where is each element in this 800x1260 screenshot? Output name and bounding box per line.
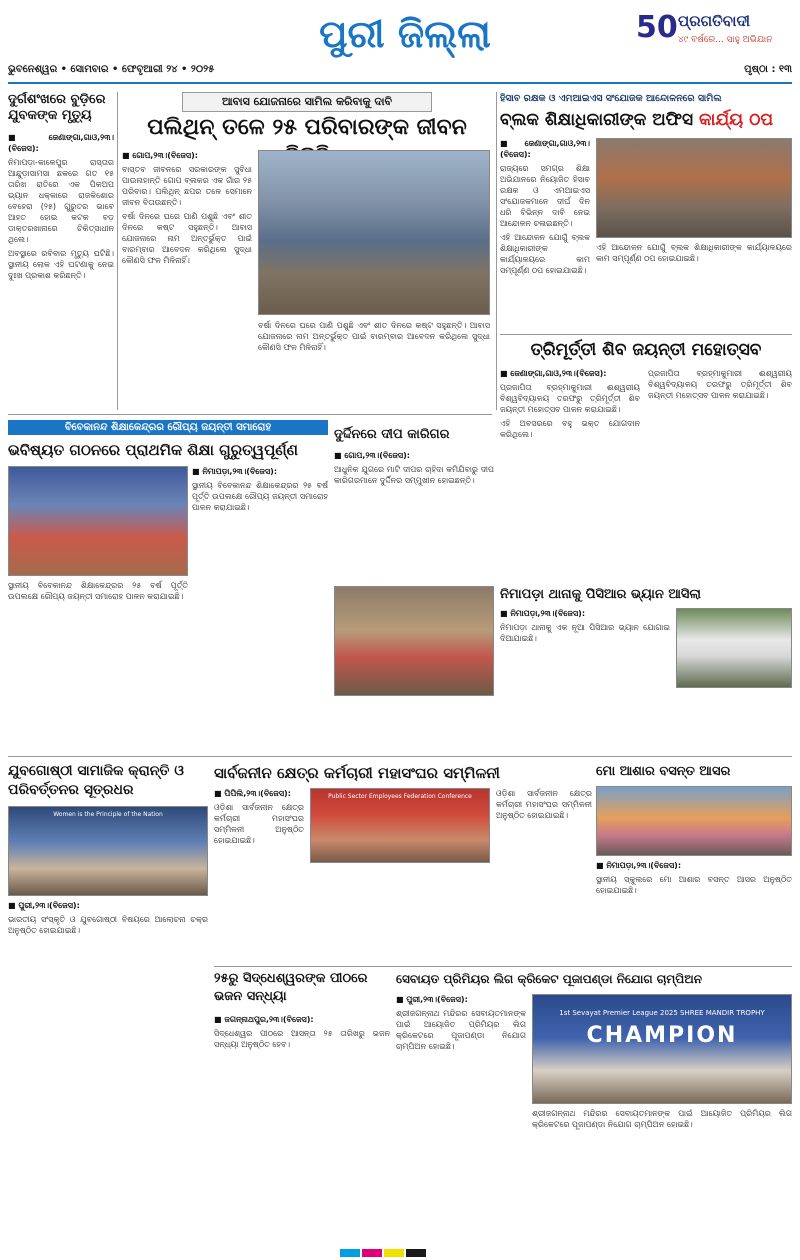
byline: ■ ପୁରୀ,୨୩।(ବିଜେସ): xyxy=(8,901,80,910)
section-rule xyxy=(500,334,792,335)
headline-highlight: କାର୍ଯ୍ୟ ଠପ xyxy=(698,110,774,130)
story-body xyxy=(500,608,670,750)
story-body xyxy=(334,450,494,580)
photo-pcr-van xyxy=(676,608,792,688)
story-body xyxy=(396,994,526,1240)
newspaper-tagline: ୪୯ ବର୍ଷରେ... ସାହୁ ଅଭିଯାନ xyxy=(678,35,773,45)
paragraph: ଆଧୁନିକ ଯୁଗରେ ମାଟି ଦୀପର ଚାହିଦା କମିଯିବାରୁ ଦୀପ କାରିଗରମାନେ ଦୁର୍ଦ୍ଦିନର ସମ୍ମୁଖୀନ ହୋଇଛନ୍ତି। xyxy=(334,465,494,485)
byline: ■ ପୁରୀ,୨୩।(ବିଜେସ): xyxy=(396,995,468,1004)
story-body xyxy=(8,132,114,410)
photo-polythene-huts xyxy=(258,150,490,315)
story-body-continued xyxy=(532,1108,792,1240)
headline: ପଲିଥିନ୍ ତଳେ ୨୫ ପରିବାରଙ୍କ ଜୀବନ xyxy=(147,115,467,140)
photo-youth-meeting xyxy=(8,806,208,896)
photo-protest xyxy=(596,138,792,238)
paragraph: ଶ୍ରୀଜଗନ୍ନାଥ ମନ୍ଦିରର ସେବାୟତମାନଙ୍କ ପାଇଁ ଆୟୋଜିତ ପ୍ରିମିୟର ଲିଗ କ୍ରିକେଟରେ ପୂଜାପଣ୍ଡା ନିଯୋଗ ଚାମ୍ପିଅନ ହୋଇଛି। xyxy=(532,1109,792,1129)
byline: ■ ନିମାପଡ଼ା,୨୩।(ବିଜେସ): xyxy=(500,609,586,618)
headline: ନିମାପଡ଼ା ଥାନାକୁ ପିସିଆର ଭ୍ୟାନ ଆସିଲା xyxy=(500,587,701,602)
paragraph: ନିମାପଡ଼ା-କାଳେପୁର ରାସ୍ତାର ଆନ୍ଦୁଡ଼ାସାମସା ଛକରେ ଗତ ୧୫ ତାରିଖ ରାତିରେ ଏକ ପିକଅପ ଭ୍ୟାନ ଧକ୍କାରେ ରାଜକିଶୋର ବେହେରା (୨୫) ଗୁରୁତର ଭାବେ ଆହତ ହୋଇ କଟକ ବଡ଼ ଡାକ୍ତରଖାନାରେ ଚିକିତ୍ସାଧୀନ ଥିଲେ। xyxy=(8,158,114,244)
story-cricket xyxy=(396,970,792,1240)
paragraph: ଓଡ଼ିଶା ସାର୍ବଜନୀନ କ୍ଷେତ୍ର କର୍ମଚାରୀ ମହାସଂଘର ସମ୍ମିଳନୀ ଅନୁଷ୍ଠିତ ହୋଇଯାଇଛି। xyxy=(214,803,304,845)
paragraph: ଓଡ଼ିଶା ସାର୍ବଜନୀନ କ୍ଷେତ୍ର କର୍ମଚାରୀ ମହାସଂଘର ସମ୍ମିଳନୀ ଅନୁଷ୍ଠିତ ହୋଇଯାଇଛି। xyxy=(496,789,592,820)
banner-text: Public Sector Employees Federation Conference xyxy=(328,793,472,800)
paragraph: ବାସ୍ତବ ଜୀବନରେ ସରକାରଙ୍କ ସୁବିଧା ପାଉନାହାନ୍ତି ଗୋପ ବ୍ଲକର ଏକ ଗାଁର ୨୫ ପରିବାର। ପଲିଥିନ୍ ଛପର ତଳେ ସେମାନେ ଜୀବନ ବିତାଉଛନ୍ତି। xyxy=(122,165,252,207)
paragraph: ଭାରତୀୟ ସଂସ୍କୃତି ଓ ଯୁବଗୋଷ୍ଠୀ ବିଷୟରେ ଆଲୋଚନା ଚକ୍ର ଅନୁଷ୍ଠିତ ହୋଇଯାଇଛି। xyxy=(8,915,208,935)
kicker: ହିସାବ ରକ୍ଷକ ଓ ଏମଆଇଏସ ସଂଯୋଜକ ଆନ୍ଦୋଳନରେ ସାମିଲ xyxy=(500,93,722,104)
photo-spring-event xyxy=(596,786,792,856)
paragraph: ପ୍ରଜାପିତା ବ୍ରହ୍ମାକୁମାରୀ ଈଶ୍ୱରୀୟ ବିଶ୍ୱବିଦ୍ୟାଳୟ ତରଫରୁ ତ୍ରିମୂର୍ତ୍ତୀ ଶିବ ଜୟନ୍ତୀ ମହୋତ୍ସବ ପାଳନ କରାଯାଇଛି। xyxy=(500,383,640,414)
newspaper-name: ପ୍ରଗତିବାଦୀ xyxy=(678,12,751,30)
story-block-office xyxy=(500,92,792,332)
section-rule xyxy=(8,756,792,757)
headline-main: ବ୍ଲକ ଶିକ୍ଷାଧିକାରୀଙ୍କ ଅଫିସ xyxy=(500,110,699,130)
banner-text: Women is the Principle of the Nation xyxy=(53,811,163,818)
paragraph: ଅବସ୍ଥାରେ ରବିବାର ମୃତ୍ୟୁ ଘଟିଛି। ସ୍ଥାନୀୟ ଲୋକ ଏହି ଘଟଣାକୁ ନେଇ ଦୁଃଖ ପ୍ରକାଶ କରିଛନ୍ତି। xyxy=(8,249,114,280)
story-body xyxy=(596,860,792,962)
dateline xyxy=(8,64,792,80)
story-body-continued xyxy=(596,242,792,328)
byline: ■ ଜେଣାଙ୍ଗା,ଗାଓ,୨୩।(ବିଜେସ): xyxy=(500,139,590,159)
headline: ଦୁର୍ଦ୍ଦିନରେ ଦୀପ କାରିଗର xyxy=(334,427,450,442)
paragraph: ସ୍ଥାନୀୟ ବିବେକାନନ୍ଦ ଶିକ୍ଷାକେନ୍ଦ୍ରର ୨୫ ବର୍ଷ ପୂର୍ତ୍ତି ଉପଲକ୍ଷେ ରୌପ୍ୟ ଜୟନ୍ତୀ ସମାରୋହ ପାଳନ କରାଯାଇଛି। xyxy=(192,481,328,512)
page-number: ପୃଷ୍ଠା : ୧୩ xyxy=(744,64,792,75)
headline xyxy=(500,108,792,132)
story-body-continued xyxy=(496,788,592,962)
paragraph: ବର୍ଷା ଦିନରେ ଘରେ ପାଣି ପଶୁଛି ଏବଂ ଶୀତ ଦିନରେ କଷ୍ଟ ସହୁଛନ୍ତି। ଆବାସ ଯୋଜନାରେ ନାମ ଅନ୍ତର୍ଭୁକ୍ତ ପାଇଁ ବାରମ୍ବାର ଆବେଦନ କରିଥିଲେ ସୁଦ୍ଧା କୌଣସି ଫଳ ମିଳିନାହିଁ। xyxy=(122,212,252,265)
story-drowning xyxy=(8,92,114,410)
byline: ■ ଗୋପ,୨୩।(ବିଜେସ): xyxy=(334,451,410,460)
column-rule xyxy=(117,92,118,410)
story-body xyxy=(500,138,590,328)
story-body xyxy=(122,150,252,408)
story-spring xyxy=(596,762,792,962)
byline: ■ ନିମାପଡ଼ା,୨୩।(ବିଜେସ): xyxy=(596,861,682,870)
story-body xyxy=(500,368,640,582)
byline: ■ ନିମାପଡ଼ା,୨୩।(ବିଜେସ): xyxy=(192,467,278,476)
paragraph: ଏହି ଆନ୍ଦୋଳନ ଯୋଗୁଁ ବ୍ଲକ ଶିକ୍ଷାଧିକାରୀଙ୍କ କାର୍ଯ୍ୟାଳୟରେ କାମ ସମ୍ପୂର୍ଣ୍ଣ ଠପ ହୋଇଯାଇଛି। xyxy=(596,243,792,263)
photo-federation-stage xyxy=(310,788,490,863)
trophy-banner: 1st Sevayat Premier League 2025 SHREE MANDIR TROPHY xyxy=(559,1009,765,1017)
column-rule xyxy=(496,92,497,410)
headline: ଯୁବଗୋଷ୍ଠୀ ସାମାଜିକ କ୍ରାନ୍ତି ଓ ପରିବର୍ତ୍ତନର ସୂତ୍ରଧର xyxy=(8,763,184,798)
story-youth xyxy=(8,762,208,1240)
story-pcr xyxy=(500,586,792,750)
story-bhajan xyxy=(214,970,390,1240)
story-body xyxy=(214,1014,390,1240)
headline: ସାର୍ବଜନୀନ କ୍ଷେତ୍ର କର୍ମଚାରୀ ମହାସଂଘର ସମ୍ମିଳନୀ xyxy=(214,764,500,782)
page-section-title: ପୁରୀ ଜିଲ୍ଲା xyxy=(319,12,491,56)
story-education xyxy=(8,420,328,750)
section-rule xyxy=(214,966,792,967)
byline: ■ ଜଗନ୍ନାଥପୁର,୨୩।(ବିଜେସ): xyxy=(214,1015,314,1024)
date-text: ଭୁବନେଶ୍ୱର • ସୋମବାର • ଫେବୃଆରୀ ୨୪ • ୨୦୨୫ xyxy=(8,64,215,75)
story-body-continued xyxy=(648,368,792,582)
paragraph: ସ୍ଥାନୀୟ ସ୍କୁଲରେ ମୋ ଆଶାର ବସନ୍ତ ଆସର ଅନୁଷ୍ଠିତ ହୋଇଯାଇଛି। xyxy=(596,875,792,895)
photo-school-stage xyxy=(8,466,188,576)
section-rule xyxy=(8,414,492,415)
kicker: ଆବାସ ଯୋଜନାରେ ସାମିଲ କରିବାକୁ ଦାବି xyxy=(182,92,432,112)
headline: ମୋ ଆଶାର ବସନ୍ତ ଆସର xyxy=(596,764,731,779)
story-body xyxy=(192,466,328,746)
kicker: ବିବେକାନନ୍ଦ ଶିକ୍ଷାକେନ୍ଦ୍ରର ରୌପ୍ୟ ଜୟନ୍ତୀ ସମାରୋହ xyxy=(8,420,328,435)
story-body xyxy=(8,900,208,1240)
story-body xyxy=(214,788,304,962)
masthead-rule xyxy=(8,82,792,84)
paragraph: ଏହି ଆନ୍ଦୋଳନ ଯୋଗୁଁ ବ୍ଲକ ଶିକ୍ଷାଧିକାରୀଙ୍କ କାର୍ଯ୍ୟାଳୟରେ କାମ ସମ୍ପୂର୍ଣ୍ଣ ଠପ ହୋଇଯାଇଛି। xyxy=(500,233,590,275)
story-shiva xyxy=(500,338,792,582)
paragraph: ବର୍ଷା ଦିନରେ ଘରେ ପାଣି ପଶୁଛି ଏବଂ ଶୀତ ଦିନରେ କଷ୍ଟ ସହୁଛନ୍ତି। ଆବାସ ଯୋଜନାରେ ନାମ ଅନ୍ତର୍ଭୁକ୍ତ ପାଇଁ ବାରମ୍ବାର ଆବେଦନ କରିଥିଲେ ସୁଦ୍ଧା କୌଣସି ଫଳ ମିଳିନାହିଁ। xyxy=(258,321,490,352)
story-artisan xyxy=(334,420,494,750)
print-registration-marks xyxy=(0,1246,800,1260)
headline: ଦୁର୍ଗଶଂଖରେ ବୁଡ଼ିରେ ଯୁବକଙ୍କ ମୃତ୍ୟୁ xyxy=(8,92,106,123)
headline: ଭବିଷ୍ୟତ ଗଠନରେ ପ୍ରାଥମିକ ଶିକ୍ଷା ଗୁରୁତ୍ୱପୂର୍ଣ୍ଣ xyxy=(8,441,298,459)
headline: ସେବାୟତ ପ୍ରିମିୟର ଲିଗ କ୍ରିକେଟ ପୂଜାପଣ୍ଡା ନିଯୋଗ ଚାମ୍ପିଅନ xyxy=(396,972,703,986)
paragraph: ସ୍ଥାନୀୟ ବିବେକାନନ୍ଦ ଶିକ୍ଷାକେନ୍ଦ୍ରର ୨୫ ବର୍ଷ ପୂର୍ତ୍ତି ଉପଲକ୍ଷେ ରୌପ୍ୟ ଜୟନ୍ତୀ ସମାରୋହ ପାଳନ କରାଯାଇଛି। xyxy=(8,581,188,601)
paragraph: ଶ୍ରୀଜଗନ୍ନାଥ ମନ୍ଦିରର ସେବାୟତମାନଙ୍କ ପାଇଁ ଆୟୋଜିତ ପ୍ରିମିୟର ଲିଗ କ୍ରିକେଟରେ ପୂଜାପଣ୍ଡା ନିଯୋଗ ଚାମ୍ପିଅନ ହୋଇଛି। xyxy=(396,1009,526,1051)
story-body-continued xyxy=(8,580,188,746)
headline: ୨୫ରୁ ସିଦ୍ଧେଶ୍ୱରଙ୍କ ପୀଠରେ ଭଜନ ସନ୍ଧ୍ୟା xyxy=(214,971,368,1004)
story-federation xyxy=(214,762,592,962)
newspaper-logo xyxy=(636,8,786,56)
byline: ■ ଜେଣାଙ୍ଗା,ଗାଓ,୨୩।(ବିଜେସ): xyxy=(500,369,607,378)
story-body-continued xyxy=(258,320,490,408)
byline: ■ ଜେଣାଙ୍ଗା,ଗାଓ,୨୩।(ବିଜେସ): xyxy=(8,133,114,153)
anniversary-50-logo: 50 xyxy=(636,10,678,45)
photo-cricket-champions xyxy=(532,994,792,1104)
paragraph: ଏହି ଅବସରରେ ବହୁ ଭକ୍ତ ଯୋଗଦାନ କରିଥିଲେ। xyxy=(500,419,640,439)
photo-lamp-makers xyxy=(334,586,494,696)
paragraph: ନିମାପଡ଼ା ଥାନାକୁ ଏକ ନୂଆ ପିସିଆର ଭ୍ୟାନ ଯୋଗାଇ ଦିଆଯାଇଛି। xyxy=(500,623,670,643)
byline: ■ ପିପିଲି,୨୩।(ବିଜେସ): xyxy=(214,789,291,798)
paragraph: ପ୍ରଜାପିତା ବ୍ରହ୍ମାକୁମାରୀ ଈଶ୍ୱରୀୟ ବିଶ୍ୱବିଦ୍ୟାଳୟ ତରଫରୁ ତ୍ରିମୂର୍ତ୍ତୀ ଶିବ ଜୟନ୍ତୀ ମହୋତ୍ସବ ପାଳନ କରାଯାଇଛି। xyxy=(648,369,792,400)
champion-text: CHAMPION xyxy=(586,1023,738,1048)
paragraph: ରାଜ୍ୟରେ ସମଗ୍ର ଶିକ୍ଷା ଅଭିଯାନରେ ନିୟୋଜିତ ହିସାବ ରକ୍ଷକ ଓ ଏମଆଇଏସ ସଂଯୋଜକମାନେ ଦୀର୍ଘ ଦିନ ଧରି ବିଭିନ୍ନ ଦାବି ନେଇ ଆନ୍ଦୋଳନ ଚଳାଇଛନ୍ତି। xyxy=(500,164,590,228)
paragraph: ସିଦ୍ଧେଶ୍ୱର ପୀଠରେ ଆସନ୍ତା ୨୫ ତାରିଖରୁ ଭଜନ ସନ୍ଧ୍ୟା ଅନୁଷ୍ଠିତ ହେବ। xyxy=(214,1029,390,1049)
story-housing xyxy=(122,92,492,410)
headline: ତ୍ରିମୂର୍ତ୍ତୀ ଶିବ ଜୟନ୍ତୀ ମହୋତ୍ସବ xyxy=(530,340,762,360)
byline: ■ ଗୋପ,୨୩।(ବିଜେସ): xyxy=(122,151,198,160)
